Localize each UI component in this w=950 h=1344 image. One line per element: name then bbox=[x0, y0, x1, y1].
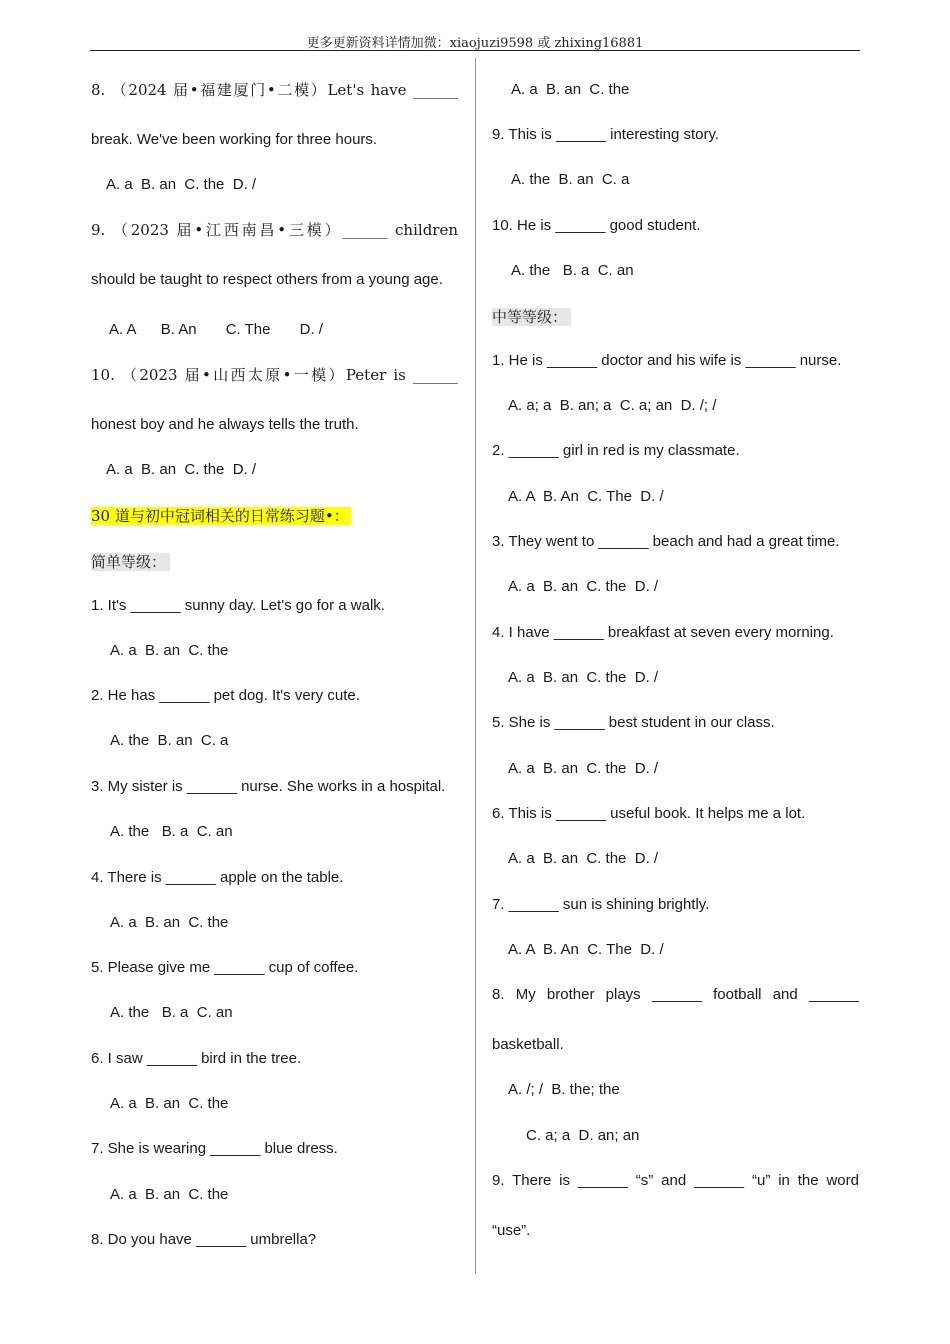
easy-question: 6. I saw ______ bird in the tree. bbox=[91, 1050, 302, 1067]
easy-options: A. the B. a C. an bbox=[110, 823, 233, 840]
easy-question: 1. It's ______ sunny day. Let's go for a walk. bbox=[91, 597, 385, 614]
medium-question: 6. This is ______ useful book. It helps me a lot. bbox=[492, 805, 806, 822]
header-rule bbox=[90, 50, 860, 51]
medium-question: 2. ______ girl in red is my classmate. bbox=[492, 442, 740, 459]
medium-options: A. a B. an C. the D. / bbox=[508, 850, 659, 867]
medium-question: 3. They went to ______ beach and had a great time. bbox=[492, 533, 840, 550]
easy-options: A. a B. an C. the bbox=[110, 642, 229, 659]
easy-options: A. the B. a C. an bbox=[511, 262, 634, 279]
easy-question: 5. Please give me ______ cup of coffee. bbox=[91, 959, 359, 976]
easy-question: 4. There is ______ apple on the table. bbox=[91, 869, 344, 886]
easy-options: A. the B. a C. an bbox=[110, 1004, 233, 1021]
easy-options: A. the B. an C. a bbox=[110, 732, 229, 749]
level-medium-text: 中等等级： bbox=[492, 308, 571, 326]
medium-question-9-line-1: 9. There is ______ “s” and ______ “u” in the word bbox=[492, 1172, 859, 1189]
level-medium-heading bbox=[492, 307, 571, 328]
question-9-line-1: 9. （2023 届•江西南昌•三模）______ children bbox=[91, 221, 458, 239]
question-8-line-1: 8. （2024 届•福建厦门•二模）Let's have ______ bbox=[91, 81, 458, 99]
medium-options: A. a B. an C. the D. / bbox=[508, 760, 659, 777]
medium-question-9-line-2: “use”. bbox=[492, 1222, 531, 1239]
medium-options: A. a B. an C. the D. / bbox=[508, 669, 659, 686]
easy-question: 10. He is ______ good student. bbox=[492, 217, 701, 234]
level-easy-text: 简单等级： bbox=[91, 553, 170, 571]
question-10-line-2: honest boy and he always tells the truth. bbox=[91, 416, 359, 433]
medium-question: 4. I have ______ breakfast at seven every morning. bbox=[492, 624, 834, 641]
easy-question: 8. Do you have ______ umbrella? bbox=[91, 1231, 317, 1248]
medium-question: 1. He is ______ doctor and his wife is ______ nurse. bbox=[492, 352, 842, 369]
section-title-text: 30 道与初中冠词相关的日常练习题•： bbox=[91, 507, 349, 525]
easy-question: 7. She is wearing ______ blue dress. bbox=[91, 1140, 338, 1157]
question-8-line-2: break. We've been working for three hours. bbox=[91, 131, 378, 148]
question-9-line-2: should be taught to respect others from a young age. bbox=[91, 271, 443, 288]
medium-question: 5. She is ______ best student in our class. bbox=[492, 714, 775, 731]
easy-question: 2. He has ______ pet dog. It's very cute. bbox=[91, 687, 360, 704]
easy-options: A. a B. an C. the bbox=[110, 1186, 229, 1203]
easy-options: A. the B. an C. a bbox=[511, 171, 630, 188]
medium-options: C. a; a D. an; an bbox=[526, 1127, 640, 1144]
medium-options: A. a; a B. an; a C. a; an D. /; / bbox=[508, 397, 717, 414]
easy-options: A. a B. an C. the bbox=[511, 81, 630, 98]
question-10-line-1: 10. （2023 届•山西太原•一模）Peter is ______ bbox=[91, 366, 458, 384]
section-title bbox=[91, 506, 351, 527]
easy-options: A. a B. an C. the bbox=[110, 1095, 229, 1112]
easy-question: 3. My sister is ______ nurse. She works in a hospital. bbox=[91, 778, 446, 795]
question-9-options: A. A B. An C. The D. / bbox=[109, 321, 323, 338]
question-10-options: A. a B. an C. the D. / bbox=[106, 461, 257, 478]
easy-options: A. a B. an C. the bbox=[110, 914, 229, 931]
medium-options: A. /; / B. the; the bbox=[508, 1081, 620, 1098]
level-easy-heading bbox=[91, 552, 170, 573]
easy-question: 9. This is ______ interesting story. bbox=[492, 126, 720, 143]
page-header: 更多更新资料详情加微：xiaojuzi9598 或 zhixing16881 bbox=[306, 36, 644, 51]
medium-options: A. a B. an C. the D. / bbox=[508, 578, 659, 595]
medium-question: 7. ______ sun is shining brightly. bbox=[492, 896, 710, 913]
medium-options: A. A B. An C. The D. / bbox=[508, 941, 664, 958]
column-divider bbox=[475, 58, 476, 1274]
question-8-options: A. a B. an C. the D. / bbox=[106, 176, 257, 193]
medium-options: A. A B. An C. The D. / bbox=[508, 488, 664, 505]
medium-question-8-line-2: basketball. bbox=[492, 1036, 564, 1053]
medium-question-8-line-1: 8. My brother plays ______ football and ______ bbox=[492, 986, 859, 1003]
